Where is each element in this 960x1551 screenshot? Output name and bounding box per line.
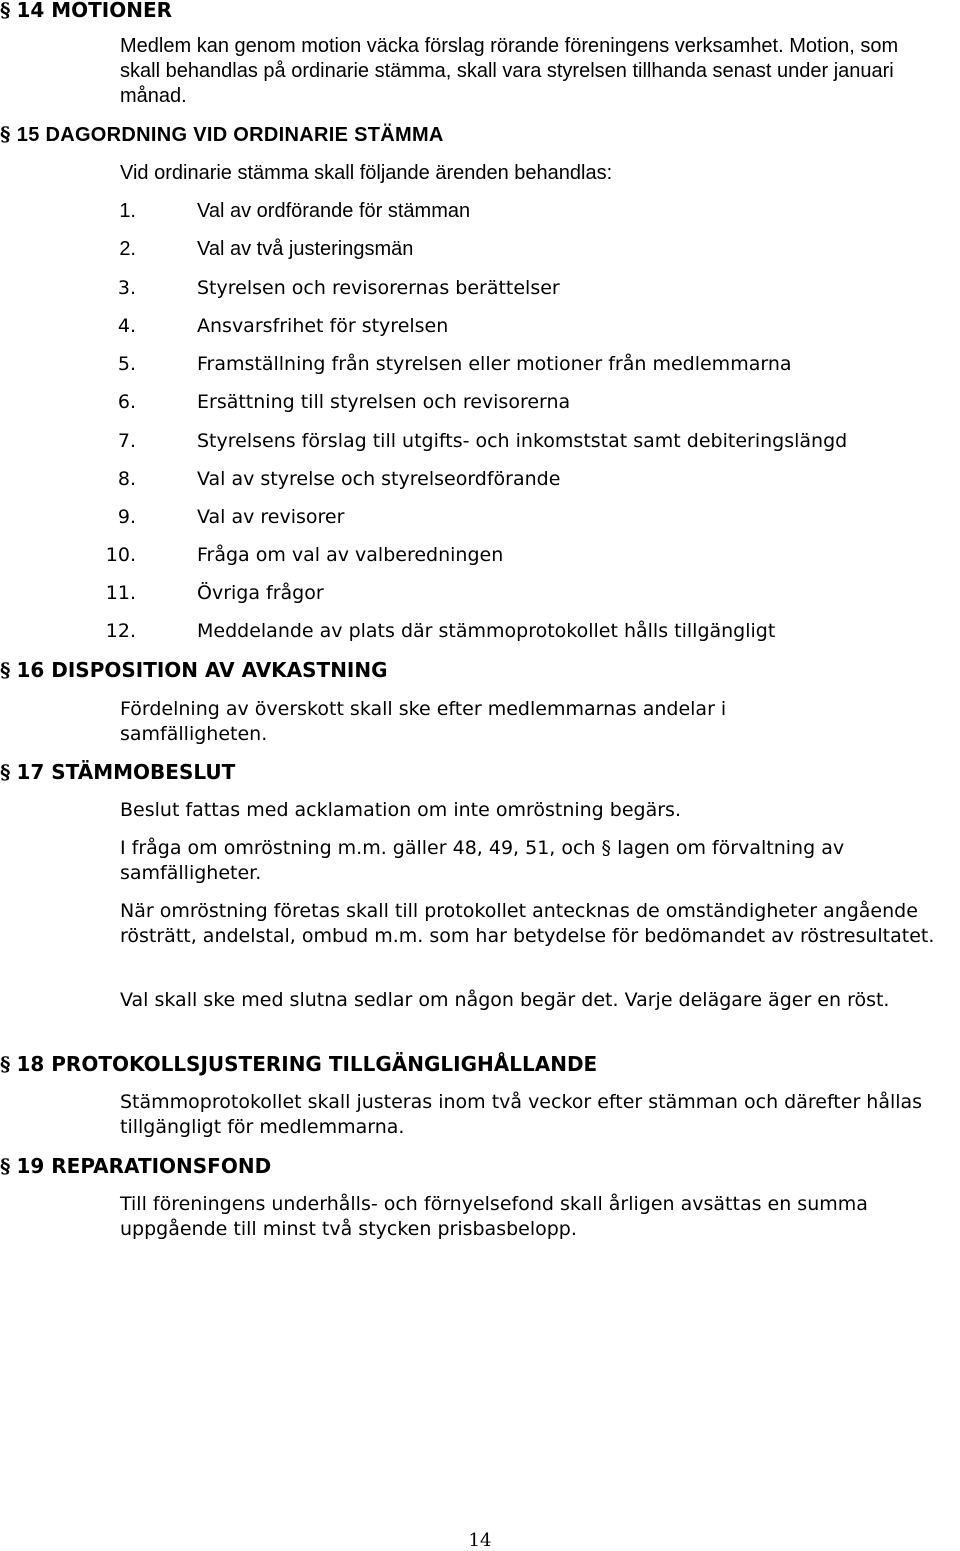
list-item-number: 9. [117, 506, 136, 528]
section-19-paragraph: Till föreningens underhålls- och förnyelsefond skall årligen avsättas en summa uppgående till minst två stycken prisbasbelopp. [120, 1193, 868, 1240]
section-19-heading [0, 1154, 271, 1178]
section-symbol: § [0, 760, 11, 784]
section-15-heading [0, 122, 444, 147]
section-18-heading [0, 1052, 597, 1076]
section-title: 18 PROTOKOLLSJUSTERING TILLGÄNGLIGHÅLLANDE [16, 1052, 598, 1076]
section-14-heading [0, 0, 172, 22]
section-15-intro: Vid ordinarie stämma skall följande ärenden behandlas: [120, 162, 613, 184]
paragraph-text: I fråga om omröstning m.m. gäller 48, 49, 51, och [120, 837, 602, 859]
list-item-text: Styrelsens förslag till utgifts- och inkomststat samt debiteringslängd [197, 430, 848, 452]
list-item-number: 8. [117, 468, 136, 490]
list-item-text: Övriga frågor [197, 582, 324, 604]
list-item-text: Val av två justeringsmän [197, 238, 414, 260]
section-symbol: § [601, 837, 612, 859]
paragraph-text: lagen om förvaltning av samfälligheter. [120, 837, 845, 884]
section-17-paragraph-4: Val skall ske med slutna sedlar om någon begär det. Varje delägare äger en röst. [120, 989, 890, 1011]
section-title: 14 MOTIONER [16, 0, 173, 22]
list-item-number: 12. [105, 620, 136, 642]
list-item-number: 1. [119, 200, 136, 222]
section-title: 17 STÄMMOBESLUT [16, 760, 236, 784]
section-symbol: § [0, 1052, 11, 1076]
section-17-paragraph-1: Beslut fattas med acklamation om inte omröstning begärs. [120, 799, 681, 821]
section-title: 19 REPARATIONSFOND [16, 1154, 272, 1178]
list-item-number: 10. [105, 544, 136, 566]
section-symbol: § [0, 0, 11, 22]
section-symbol: § [0, 122, 11, 146]
list-item-number: 6. [117, 391, 136, 413]
list-item-text: Styrelsen och revisorernas berättelser [197, 277, 560, 299]
list-item-text: Framställning från styrelsen eller motioner från medlemmarna [197, 353, 792, 375]
section-16-paragraph: Fördelning av överskott skall ske efter medlemmarnas andelar i samfälligheten. [120, 698, 727, 745]
list-item-text: Val av styrelse och styrelseordförande [197, 468, 561, 490]
section-symbol: § [0, 658, 11, 682]
section-17-paragraph-3: När omröstning företas skall till protokollet antecknas de omständigheter angående rösträtt, andelstal, ombud m.m. som har betydelse för bedömandet av röstresultatet. [120, 900, 935, 947]
list-item-number: 2. [119, 238, 136, 260]
page-number: 14 [468, 1530, 492, 1551]
section-title: 16 DISPOSITION AV AVKASTNING [16, 658, 388, 682]
list-item-number: 5. [117, 353, 136, 375]
list-item-text: Fråga om val av valberedningen [197, 544, 504, 566]
list-item-text: Ansvarsfrihet för styrelsen [197, 315, 449, 337]
section-symbol: § [0, 1154, 11, 1178]
list-item-text: Ersättning till styrelsen och revisorerna [197, 391, 571, 413]
section-17-paragraph-2 [120, 836, 945, 886]
list-item-text: Val av revisorer [197, 506, 345, 528]
section-17-heading [0, 760, 235, 784]
list-item-number: 7. [117, 430, 136, 452]
list-item-number: 11. [105, 582, 136, 604]
section-14-paragraph: Medlem kan genom motion väcka förslag rörande föreningens verksamhet. Motion, som skall behandlas på ordinarie stämma, skall vara styrelsen tillhanda senast under januari månad. [120, 35, 899, 107]
list-item-text: Val av ordförande för stämman [197, 200, 471, 222]
list-item-number: 4. [117, 315, 136, 337]
section-16-heading [0, 658, 388, 682]
section-18-paragraph: Stämmoprotokollet skall justeras inom två veckor efter stämman och därefter hållas tillgängligt för medlemmarna. [120, 1091, 923, 1138]
list-item-number: 3. [117, 277, 136, 299]
section-title: 15 DAGORDNING VID ORDINARIE STÄMMA [16, 124, 444, 146]
list-item-text: Meddelande av plats där stämmoprotokollet hålls tillgängligt [197, 620, 776, 642]
